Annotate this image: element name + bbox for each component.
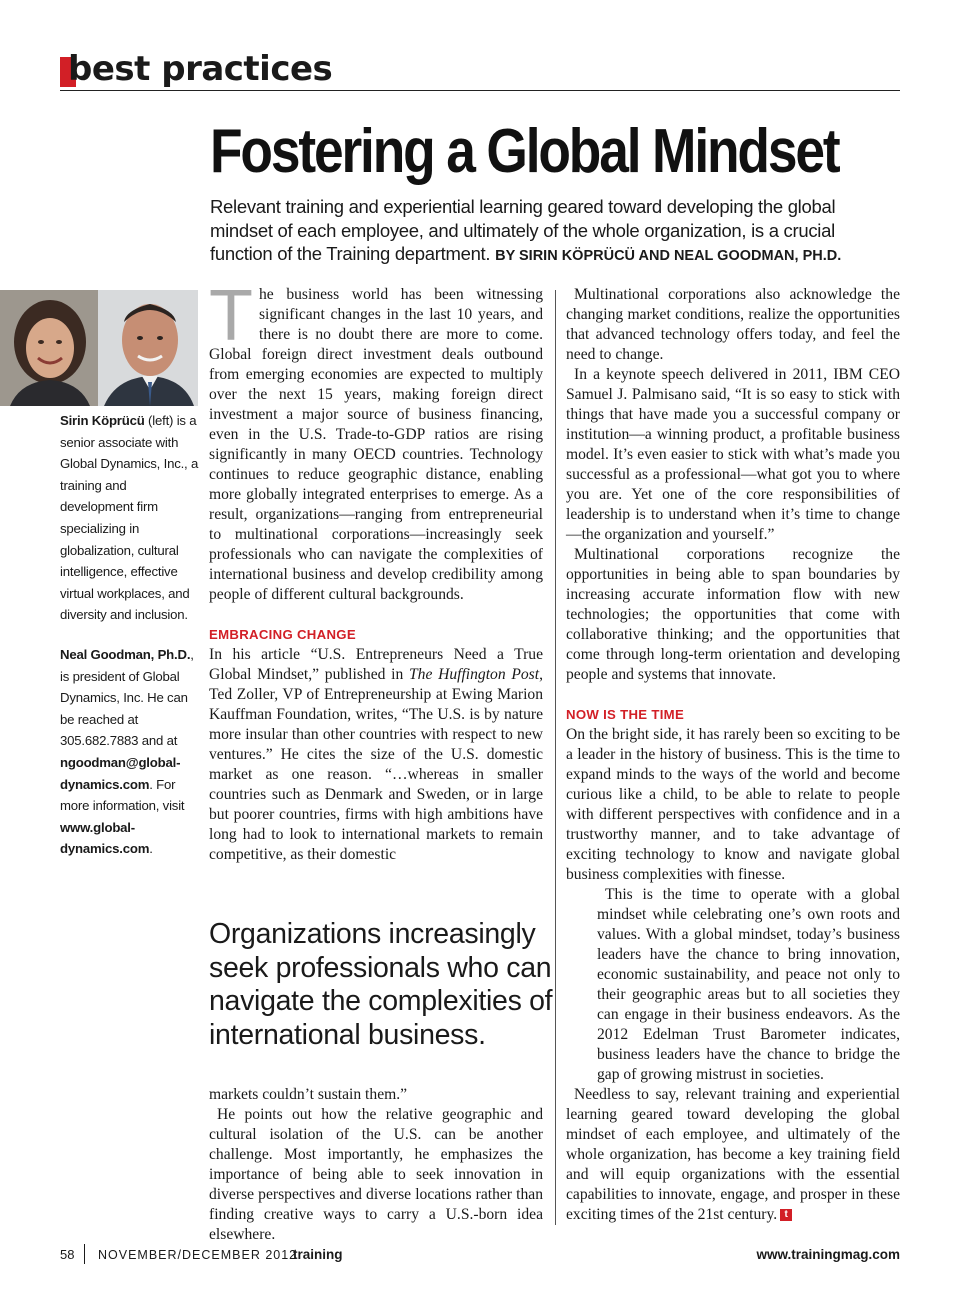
subhead-now-is-the-time: NOW IS THE TIME <box>566 707 685 722</box>
body-column-middle <box>209 276 543 865</box>
body-paragraph: In a keynote speech delivered in 2011, IBM CEO Samuel J. Palmisano said, “It is so easy to stick with things that have made you a successful company or institution—a winning product, a profitable business model. It’s even easier to stick with what’s made you successful as a professional—what got you to where you are. Yet one of the core responsibilities of leadership is to understand when it’s time to change—the organization and yourself.” <box>566 366 900 543</box>
email-link[interactable]: ngoodman@global-dynamics.com <box>60 754 181 792</box>
footer-divider <box>84 1244 85 1264</box>
body-paragraph: markets couldn’t sustain them.” <box>209 1086 408 1103</box>
paragraph-text: he business world has been witnessing significant changes in the last 10 years, and there is no doubt there are more to come. Global foreign direct investment deals outbound from emerging economies are expected to multiply over the next 15 years, making foreign direct investment a major source of business financing, even in the U.S. Trade-to-GDP ratios are rising significantly in many OECD countries. Technology continues to reduce geographic distance, enabling more globally integrated enterprises to emerge. As a result, organizations—ranging from entrepreneurial to multinational corporations—increasingly seek professionals who can navigate the complexities of international business and develop credibility among people of different cultural backgrounds. <box>209 286 543 603</box>
bio-text: . <box>149 841 153 857</box>
issue-date: NOVEMBER/DECEMBER 2012 <box>98 1248 298 1262</box>
body-paragraph: He points out how the relative geographic and cultural isolation of the U.S. can be another challenge. Most importantly, he emphasizes the importance of being able to seek innovation in diverse perspectives and diverse locations rather than finding creative ways to carry a U.S.-born idea elsewhere. <box>209 1106 543 1243</box>
bio-goodman <box>60 644 200 860</box>
author-bios <box>60 410 200 878</box>
body-paragraph: Multinational corporations recognize the opportunities in being able to span boundaries by increasing accurate information flow with new technologies; the opportunities that come with collaborative thinking; and the opportunities that come through long-term orientation and developing people and systems that innovate. <box>566 546 900 683</box>
bio-text: . For more information, visit <box>60 776 185 814</box>
bio-koprucu <box>60 410 200 626</box>
body-paragraph <box>566 1085 900 1225</box>
body-paragraph: On the bright side, it has rarely been so exciting to be a leader in the history of business. This is the time to expand minds to the ways of the world and become curious like a child, to be able to relate to people with different perspectives with confidence and in a trustworthy manner, and to take advantage of exciting technology to know and navigate global business complexities with finesse. <box>566 726 900 883</box>
article-title: Fostering a Global Mindset <box>210 117 839 186</box>
section-label: best practices <box>68 49 333 89</box>
author-photo-goodman <box>98 290 198 406</box>
body-paragraph: This is the time to operate with a global mindset while celebrating one’s own roots and values. With a global mindset, today’s business leaders have the chance to bring innovation, economic sustainability, and peace not only to their geographic areas but to all societies they can engage in their business endeavors. As the 2012 Edelman Trust Barometer indicates, business leaders have the chance to bridge the gap of growing mistrust in societies. <box>597 886 900 1083</box>
bio-name: Sirin Köprücü <box>60 413 145 428</box>
page-number: 58 <box>60 1247 75 1262</box>
bio-text: (left) is a senior associate with Global Dynamics, Inc., a training and development firm specializing in globalization, cultural intelligence, effective virtual workplaces, and diversity and inclusion. <box>60 413 199 623</box>
paragraph-text: Needless to say, relevant training and experiential learning geared toward developing the global mindset of each employee, and ultimately of the whole organization, has become a key training field and will equip organizations with the essential capabilities to innovate, engage, and prosper in these exciting times of the 21st century. <box>566 1086 900 1223</box>
end-mark-icon: t <box>780 1209 792 1221</box>
body-column-right <box>566 285 900 1225</box>
body-paragraph <box>209 645 543 865</box>
bio-text: , is president of Global Dynamics, Inc. He can be reached at 305.682.7883 and at <box>60 646 194 749</box>
subhead-embracing-change: EMBRACING CHANGE <box>209 627 356 642</box>
body-paragraph <box>209 276 543 605</box>
magazine-website[interactable]: www.trainingmag.com <box>756 1247 900 1262</box>
paragraph-text: , Ted Zoller, VP of Entrepreneurship at Ewing Marion Kauffman Foundation, writes, “The U.S. is by nature more insular than other countries with respect to new ventures.” He cites the size of the U.S. domestic market as one reason. “…whereas in smaller countries such as Denmark and Sweden, or in large but poorer countries, firms with high ambitions have long had to look to international markets to remain competitive, as their domestic <box>209 666 543 863</box>
indented-block <box>597 885 900 1085</box>
author-photo-koprucu <box>0 290 98 406</box>
website-link[interactable]: www.global-dynamics.com <box>60 819 150 857</box>
body-paragraph: Multinational corporations also acknowledge the changing market conditions, realize the opportunities that advanced technology offers today, and feel the need to change. <box>566 286 900 363</box>
author-photos <box>0 290 198 406</box>
section-header <box>60 49 900 91</box>
byline: BY SIRIN KÖPRÜCÜ AND NEAL GOODMAN, PH.D. <box>495 248 842 264</box>
column-divider <box>555 290 556 1225</box>
article-dek <box>210 195 900 269</box>
page-footer <box>60 1244 900 1268</box>
drop-cap: T <box>209 276 253 356</box>
bio-name: Neal Goodman, Ph.D. <box>60 646 191 662</box>
paragraph-text: In his article “U.S. Entrepreneurs Need a True Global Mindset,” published in <box>209 646 543 683</box>
pull-quote: Organizations increasingly seek professionals who can navigate the complexities of international business. <box>209 918 553 1051</box>
body-column-middle-continued <box>209 1085 543 1245</box>
publication-name: The Huffington Post <box>408 666 540 683</box>
dek-text: Relevant training and experiential learning geared toward developing the global mindset of each employee, and ultimately of the whole organization, is a crucial function of the Training department. <box>210 196 836 264</box>
magazine-name: training <box>293 1247 343 1262</box>
